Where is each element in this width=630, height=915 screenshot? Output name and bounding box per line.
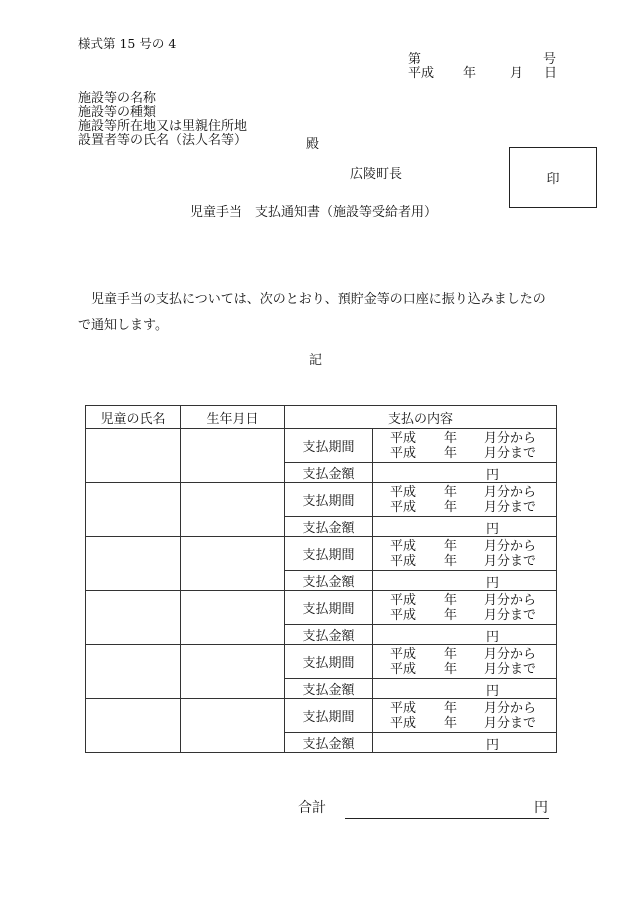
period-to [373,500,556,515]
period-label: 支払期間 [285,429,373,463]
year-label: 年 [444,700,458,716]
amount-label: 支払金額 [285,463,373,483]
header-birth-date: 生年月日 [181,406,285,429]
period-to [373,446,556,461]
year-label: 年 [444,430,458,446]
amount-label: 支払金額 [285,517,373,537]
date-era: 平成 [408,66,435,81]
period-value-cell[interactable] [373,537,557,571]
total-label: 合計 [298,800,326,816]
period-to [373,662,556,677]
header-payment-details: 支払の内容 [285,406,557,429]
era-label: 平成 [390,607,417,623]
to-suffix: 月分まで [484,499,537,515]
number-prefix: 第 [408,52,422,67]
date-month: 月 [510,66,524,81]
period-from [373,431,556,446]
period-to [373,608,556,623]
period-from [373,485,556,500]
date-day: 日 [544,66,558,81]
child-name-cell[interactable] [86,429,181,483]
facility-address-label: 施設等所在地又は里親住所地 [78,119,248,134]
addressee-block [78,92,247,148]
to-suffix: 月分まで [484,661,537,677]
yen-label: 円 [486,738,500,753]
table-row-period [86,699,557,733]
period-value-cell[interactable] [373,645,557,679]
to-suffix: 月分まで [484,607,537,623]
period-value-cell[interactable] [373,699,557,733]
period-label: 支払期間 [285,483,373,517]
payment-table [85,405,557,753]
era-label: 平成 [390,661,417,677]
facility-type-label: 施設等の種類 [78,105,157,120]
year-label: 年 [444,445,458,461]
birth-date-cell[interactable] [181,537,285,591]
from-suffix: 月分から [484,700,537,716]
child-name-cell[interactable] [86,537,181,591]
period-to [373,716,556,731]
era-label: 平成 [390,553,417,569]
birth-date-cell[interactable] [181,483,285,537]
seal-label: 印 [546,172,560,187]
period-from [373,539,556,554]
era-label: 平成 [390,700,417,716]
period-label: 支払期間 [285,591,373,625]
era-label: 平成 [390,445,417,461]
era-label: 平成 [390,715,417,731]
table-row-period [86,537,557,571]
form-number: 様式第 15 号の 4 [78,36,177,51]
period-from [373,647,556,662]
amount-label: 支払金額 [285,733,373,753]
period-to [373,554,556,569]
total-yen: 円 [534,800,548,816]
table-header-row [86,406,557,429]
year-label: 年 [444,499,458,515]
period-from [373,701,556,716]
year-label: 年 [444,661,458,677]
era-label: 平成 [390,484,417,500]
from-suffix: 月分から [484,484,537,500]
ki-marker: 記 [309,353,323,368]
birth-date-cell[interactable] [181,645,285,699]
period-label: 支払期間 [285,537,373,571]
amount-value-cell[interactable] [373,625,557,645]
total-amount-line[interactable] [345,818,549,819]
period-value-cell[interactable] [373,429,557,463]
period-value-cell[interactable] [373,483,557,517]
year-label: 年 [444,715,458,731]
yen-label: 円 [486,576,500,591]
yen-label: 円 [486,630,500,645]
period-value-cell[interactable] [373,591,557,625]
period-label: 支払期間 [285,699,373,733]
amount-value-cell[interactable] [373,733,557,753]
table-row-period [86,645,557,679]
date-year: 年 [463,66,477,81]
amount-value-cell[interactable] [373,679,557,699]
document-title: 児童手当 支払通知書（施設等受給者用） [190,205,438,220]
year-label: 年 [444,553,458,569]
header-child-name: 児童の氏名 [86,406,181,429]
year-label: 年 [444,538,458,554]
from-suffix: 月分から [484,592,537,608]
from-suffix: 月分から [484,646,537,662]
table-row-period [86,429,557,463]
period-from [373,593,556,608]
year-label: 年 [444,646,458,662]
amount-label: 支払金額 [285,571,373,591]
to-suffix: 月分まで [484,553,537,569]
year-label: 年 [444,607,458,623]
birth-date-cell[interactable] [181,429,285,483]
amount-label: 支払金額 [285,679,373,699]
to-suffix: 月分まで [484,715,537,731]
body-text: 児童手当の支払については、次のとおり、預貯金等の口座に振り込みましたので通知します。 [78,292,546,333]
yen-label: 円 [486,468,500,483]
era-label: 平成 [390,538,417,554]
amount-value-cell[interactable] [373,571,557,591]
amount-label: 支払金額 [285,625,373,645]
era-label: 平成 [390,499,417,515]
child-name-cell[interactable] [86,699,181,753]
child-name-cell[interactable] [86,483,181,537]
year-label: 年 [444,592,458,608]
era-label: 平成 [390,646,417,662]
era-label: 平成 [390,430,417,446]
child-name-cell[interactable] [86,645,181,699]
year-label: 年 [444,484,458,500]
from-suffix: 月分から [484,538,537,554]
honorific: 殿 [306,137,320,152]
number-suffix: 号 [542,52,556,67]
facility-name-label: 施設等の名称 [78,91,157,106]
birth-date-cell[interactable] [181,699,285,753]
table-row-period [86,591,557,625]
seal-box [509,147,597,208]
birth-date-cell[interactable] [181,591,285,645]
amount-value-cell[interactable] [373,463,557,483]
founder-name-label: 設置者等の氏名（法人名等） [78,133,248,148]
era-label: 平成 [390,592,417,608]
table-row-period [86,483,557,517]
yen-label: 円 [486,522,500,537]
from-suffix: 月分から [484,430,537,446]
child-name-cell[interactable] [86,591,181,645]
amount-value-cell[interactable] [373,517,557,537]
yen-label: 円 [486,684,500,699]
issuer-title: 広陵町長 [350,167,403,182]
period-label: 支払期間 [285,645,373,679]
to-suffix: 月分まで [484,445,537,461]
